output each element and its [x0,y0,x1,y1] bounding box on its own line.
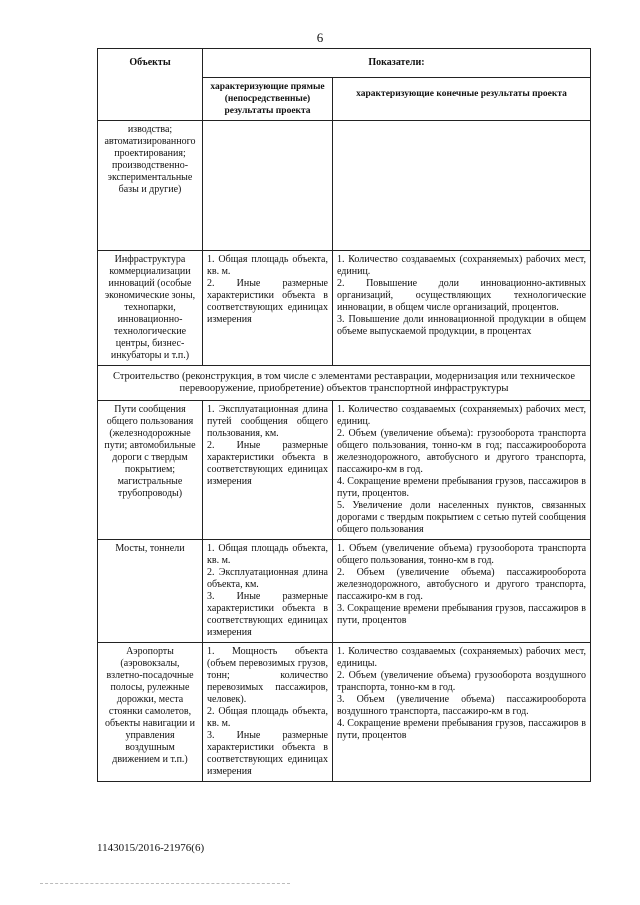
indicator-item: 2. Общая площадь объекта, кв. м. [207,706,328,729]
object-cell: Мосты, тоннели [98,540,203,643]
indicator-item: 2. Эксплуатационная длина объекта, км. [207,567,328,590]
indicator-item: 1. Общая площадь объекта, кв. м. [207,254,328,277]
indicator-item: 3. Сокращение времени пребывания грузов, пассажиров в пути, процентов [337,603,587,626]
direct-results-cell [203,540,333,643]
scan-artifact-line [40,883,290,884]
header-objects: Объекты [98,49,203,121]
page-number: 6 [316,30,324,45]
header-indicators: Показатели: [203,49,591,78]
object-cell: Аэропорты (аэровокзалы, взлетно-посадочные полосы, рулежные дорожки, места стоянки самолетов, объекты навигации и управления воздушным движением и т.п.) [98,643,203,782]
table-row [98,251,591,366]
indicator-item: 2. Объем (увеличение объема) грузооборота воздушного транспорта, тонно-км в год. [337,670,587,693]
indicator-item: 1. Количество создаваемых (сохраняемых) рабочих мест, единицы. [337,646,587,669]
indicator-item: 3. Иные размерные характеристики объекта в соответствующих единицах измерения [207,730,328,777]
direct-results-cell [203,401,333,540]
indicators-table [97,48,591,782]
indicator-item: 1. Эксплуатационная длина путей сообщения общего пользования, км. [207,404,328,439]
object-cell: изводства; автоматизированного проектирования; производственно-экспериментальные базы и другие) [98,121,203,251]
final-results-cell [333,401,591,540]
indicator-item: 2. Повышение доли инновационно-активных организаций, осуществляющих технологические инновации, в общем числе организаций, процентов. [337,278,587,313]
direct-results-cell [203,121,333,251]
header-row-1 [98,49,591,78]
document-code: 1143015/2016-21976(6) [97,842,205,854]
indicator-item: 4. Сокращение времени пребывания грузов, пассажиров в пути, процентов. [337,476,587,499]
table-row [98,540,591,643]
indicator-item: 3. Повышение доли инновационной продукции в общем объеме выпускаемой продукции, в процентах [337,314,587,337]
indicator-item: 2. Объем (увеличение объема): грузооборота транспорта общего пользования, тонно-км в год; пассажирооборота железнодорожного, автобусного и другого транспорта, пассажиро-км в год. [337,428,587,475]
indicator-item: 1. Мощность объекта (объем перевозимых грузов, тонн; количество перевозимых пассажиров, человек). [207,646,328,705]
section-heading-row [98,366,591,401]
indicator-item: 3. Объем (увеличение объема) пассажирооборота воздушного транспорта, пассажиро-км в год. [337,694,587,717]
final-results-cell [333,540,591,643]
direct-results-cell [203,251,333,366]
header-final-results: характеризующие конечные результаты проекта [333,78,591,121]
table-row [98,643,591,782]
final-results-cell [333,643,591,782]
final-results-cell [333,121,591,251]
direct-results-cell [203,643,333,782]
indicator-item: 2. Объем (увеличение объема) пассажирооборота железнодорожного, автобусного и другого транспорта, пассажиро-км в год. [337,567,587,602]
table-row [98,121,591,251]
header-direct-results: характеризующие прямые (непосредственные) результаты проекта [203,78,333,121]
object-cell: Инфраструктура коммерциализации инноваций (особые экономические зоны, технопарки, инновационно-технологические центры, бизнес-инкубаторы и т.п.) [98,251,203,366]
indicator-item: 1. Общая площадь объекта, кв. м. [207,543,328,566]
indicator-item: 3. Иные размерные характеристики объекта в соответствующих единицах измерения [207,591,328,638]
indicator-item: 4. Сокращение времени пребывания грузов, пассажиров в пути, процентов [337,718,587,741]
final-results-cell [333,251,591,366]
indicator-item: 2. Иные размерные характеристики объекта в соответствующих единицах измерения [207,440,328,487]
object-cell: Пути сообщения общего пользования (железнодорожные пути; автомобильные дороги с твердым покрытием; магистральные трубопроводы) [98,401,203,540]
indicator-item: 2. Иные размерные характеристики объекта в соответствующих единицах измерения [207,278,328,325]
indicator-item: 1. Количество создаваемых (сохраняемых) рабочих мест, единиц. [337,404,587,427]
indicator-item: 1. Объем (увеличение объема) грузооборота транспорта общего пользования, тонно-км в год. [337,543,587,566]
indicator-item: 5. Увеличение доли населенных пунктов, связанных дорогами с твердым покрытием с сетью путей сообщения общего пользования [337,500,587,535]
section-heading: Строительство (реконструкция, в том числе с элементами реставрации, модернизация или техническое перевооружение, приобретение) объектов транспортной инфраструктуры [98,366,591,401]
table-row [98,401,591,540]
indicator-item: 1. Количество создаваемых (сохраняемых) рабочих мест, единиц. [337,254,587,277]
